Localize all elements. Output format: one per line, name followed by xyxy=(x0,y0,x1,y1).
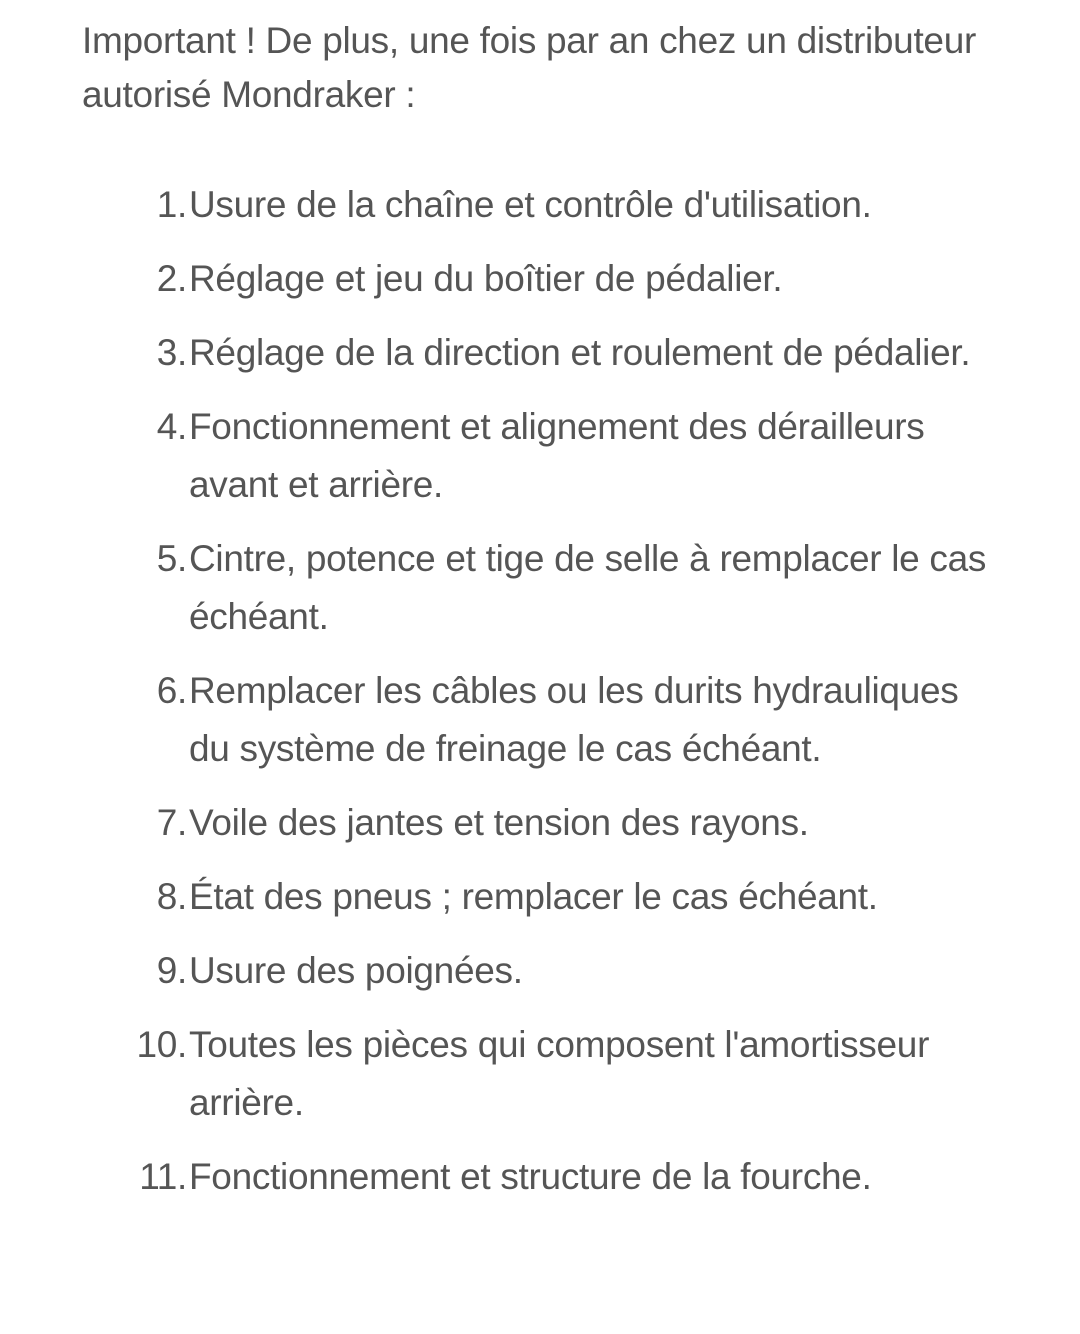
item-number: 5. xyxy=(156,538,187,579)
list-item xyxy=(82,794,1002,852)
list-item xyxy=(82,868,1002,926)
item-text: Réglage de la direction et roulement de pédalier. xyxy=(189,332,971,373)
item-number: 1. xyxy=(156,184,187,225)
list-item xyxy=(82,324,1002,382)
item-text: Réglage et jeu du boîtier de pédalier. xyxy=(189,258,783,299)
item-text: Usure de la chaîne et contrôle d'utilisation. xyxy=(189,184,872,225)
item-number: 6. xyxy=(156,670,187,711)
list-item xyxy=(82,942,1002,1000)
item-text: Usure des poignées. xyxy=(189,950,523,991)
list-item xyxy=(82,398,1002,514)
item-text: Cintre, potence et tige de selle à remplacer le cas échéant. xyxy=(189,538,987,637)
item-text: Fonctionnement et structure de la fourche. xyxy=(189,1156,872,1197)
list-item xyxy=(82,530,1002,646)
item-text: Fonctionnement et alignement des dérailleurs avant et arrière. xyxy=(189,406,925,505)
item-number: 9. xyxy=(156,950,187,991)
list-item xyxy=(82,1148,1002,1206)
list-item xyxy=(82,662,1002,778)
maintenance-checklist xyxy=(82,176,1002,1206)
item-number: 11. xyxy=(139,1156,187,1197)
item-number: 3. xyxy=(156,332,187,373)
list-item xyxy=(82,176,1002,234)
item-number: 4. xyxy=(156,406,187,447)
list-item xyxy=(82,1016,1002,1132)
item-number: 8. xyxy=(156,876,187,917)
item-text: Toutes les pièces qui composent l'amortisseur arrière. xyxy=(189,1024,930,1123)
list-item xyxy=(82,250,1002,308)
item-number: 7. xyxy=(156,802,187,843)
item-text: Remplacer les câbles ou les durits hydrauliques du système de freinage le cas échéant. xyxy=(189,670,959,769)
item-number: 10. xyxy=(136,1024,187,1065)
item-text: Voile des jantes et tension des rayons. xyxy=(189,802,809,843)
item-number: 2. xyxy=(156,258,187,299)
intro-paragraph: Important ! De plus, une fois par an chez un distributeur autorisé Mondraker : xyxy=(82,20,977,115)
document-content xyxy=(82,14,1002,1222)
item-text: État des pneus ; remplacer le cas échéant. xyxy=(189,876,878,917)
